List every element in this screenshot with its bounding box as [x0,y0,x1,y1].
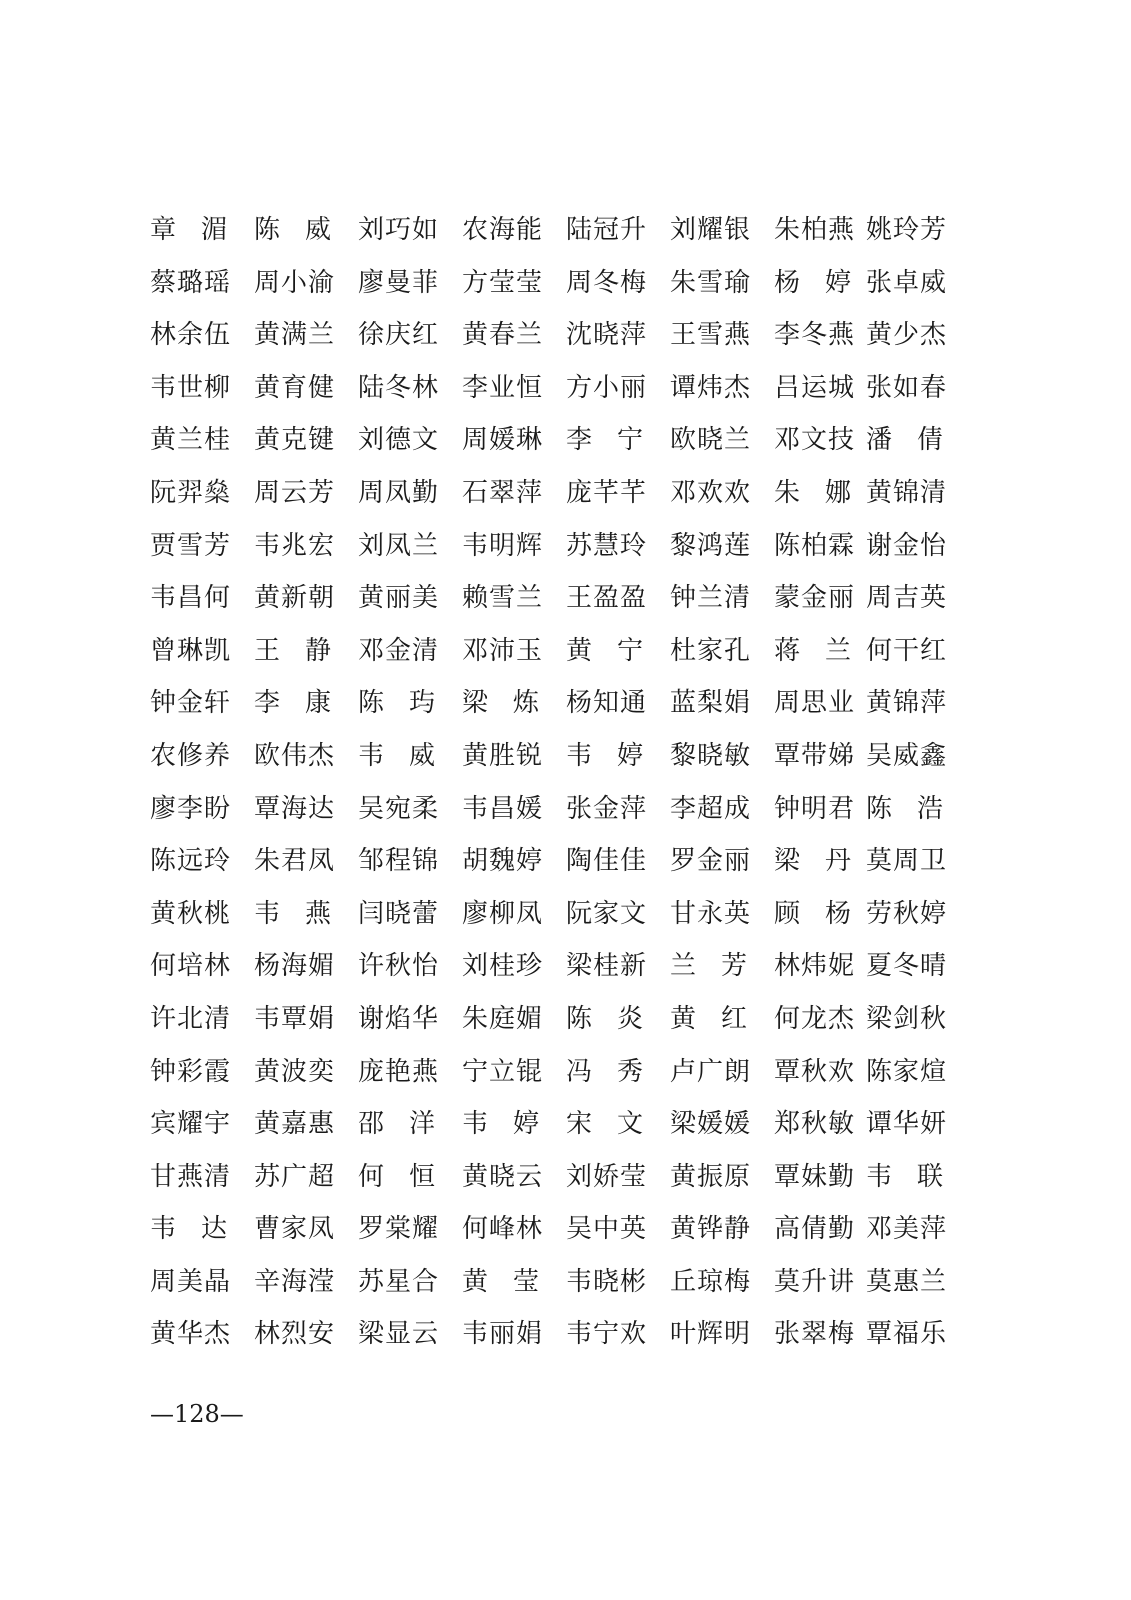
name-entry: 邵 洋 [358,1109,436,1140]
name-entry: 韦 联 [866,1161,944,1192]
name-entry: 覃秋欢 [774,1056,856,1087]
name-entry: 卢广朗 [670,1056,752,1087]
name-entry: 梁剑秋 [866,1003,948,1034]
name-entry: 周冬梅 [566,267,648,298]
name-entry: 陈家煊 [866,1056,948,1087]
name-entry: 林余伍 [150,320,232,351]
name-entry: 吴宛柔 [358,793,440,824]
name-entry: 农修养 [150,740,232,771]
name-entry: 韦晓彬 [566,1266,648,1297]
name-entry: 吴中英 [566,1214,648,1245]
name-entry: 宁立锟 [462,1056,544,1087]
name-entry: 曾琳凯 [150,635,232,666]
name-entry: 夏冬晴 [866,951,948,982]
name-entry: 蒙金丽 [774,583,856,614]
name-entry: 邓文技 [774,425,856,456]
name-entry: 莫周卫 [866,846,948,877]
name-entry: 郑秋敏 [774,1109,856,1140]
name-entry: 莫升讲 [774,1266,856,1297]
name-entry: 黄克键 [254,425,336,456]
name-entry: 黄春兰 [462,320,544,351]
name-entry: 黎晓敏 [670,740,752,771]
name-entry: 朱 娜 [774,477,852,508]
name-entry: 陈 威 [254,215,332,245]
name-entry: 周媛琳 [462,425,544,456]
name-entry: 贾雪芳 [150,530,232,561]
name-entry: 欧晓兰 [670,425,752,456]
name-entry: 陈 浩 [866,793,944,824]
name-entry: 覃海达 [254,793,336,824]
name-entry: 廖李盼 [150,793,232,824]
name-entry: 刘凤兰 [358,530,440,561]
name-entry: 胡魏婷 [462,846,544,877]
name-entry: 黄丽美 [358,583,440,614]
name-entry: 陆冠升 [566,215,648,245]
name-entry: 邓欢欢 [670,477,752,508]
name-entry: 韦丽娟 [462,1319,544,1350]
name-entry: 朱柏燕 [774,215,856,245]
name-entry: 刘巧如 [358,215,440,245]
name-entry: 陶佳佳 [566,846,648,877]
name-entry: 甘燕清 [150,1161,232,1192]
name-entry: 陈 炎 [566,1003,644,1034]
name-entry: 李超成 [670,793,752,824]
name-entry: 许北清 [150,1003,232,1034]
name-entry: 曹家凤 [254,1214,336,1245]
name-entry: 闫晓蕾 [358,898,440,929]
name-entry: 黄育健 [254,372,336,403]
name-entry: 王 静 [254,635,332,666]
name-entry: 张翠梅 [774,1319,856,1350]
name-entry: 杨海媚 [254,951,336,982]
name-entry: 钟金轩 [150,688,232,719]
name-entry: 王雪燕 [670,320,752,351]
name-entry: 赖雪兰 [462,583,544,614]
name-entry: 蓝梨娟 [670,688,752,719]
name-entry: 黄振原 [670,1161,752,1192]
name-entry: 钟兰清 [670,583,752,614]
name-entry: 黄锦清 [866,477,948,508]
name-entry: 谭华妍 [866,1109,948,1140]
name-entry: 覃带娣 [774,740,856,771]
name-entry: 张金萍 [566,793,648,824]
name-entry: 黄新朝 [254,583,336,614]
name-entry: 周吉英 [866,583,948,614]
name-entry: 吴威鑫 [866,740,948,771]
name-entry: 何 恒 [358,1161,436,1192]
name-entry: 蔡璐瑶 [150,267,232,298]
name-entry: 庞艳燕 [358,1056,440,1087]
name-entry: 李 康 [254,688,332,719]
name-entry: 周凤勤 [358,477,440,508]
name-entry: 刘桂珍 [462,951,544,982]
name-entry: 罗棠耀 [358,1214,440,1245]
name-entry: 劳秋婷 [866,898,948,929]
name-entry: 廖曼菲 [358,267,440,298]
name-entry: 周小渝 [254,267,336,298]
name-entry: 宋 文 [566,1109,644,1140]
name-entry: 谢焰华 [358,1003,440,1034]
name-entry: 蒋 兰 [774,635,852,666]
name-entry: 何干红 [866,635,948,666]
name-entry: 韦 燕 [254,898,332,929]
name-entry: 谢金怡 [866,530,948,561]
name-entry: 黄兰桂 [150,425,232,456]
name-entry: 韦昌何 [150,583,232,614]
name-entry: 黄满兰 [254,320,336,351]
name-entry: 石翠萍 [462,477,544,508]
name-entry: 李 宁 [566,425,644,456]
name-entry: 朱庭媚 [462,1003,544,1034]
name-entry: 朱雪瑜 [670,267,752,298]
name-entry: 黎鸿莲 [670,530,752,561]
name-entry: 甘永英 [670,898,752,929]
name-entry: 黄华杰 [150,1319,232,1350]
name-entry: 韦 威 [358,740,436,771]
name-entry: 潘 倩 [866,425,944,456]
name-entry: 黄 宁 [566,635,644,666]
name-entry: 韦明辉 [462,530,544,561]
name-entry: 阮羿燊 [150,477,232,508]
name-entry: 何龙杰 [774,1003,856,1034]
name-entry: 黄 莹 [462,1266,540,1297]
name-entry: 沈晓萍 [566,320,648,351]
name-entry: 朱君凤 [254,846,336,877]
name-entry: 梁 炼 [462,688,540,719]
name-entry: 杜家孔 [670,635,752,666]
name-entry: 廖柳凤 [462,898,544,929]
name-entry: 邓金清 [358,635,440,666]
name-entry: 黄晓云 [462,1161,544,1192]
name-entry: 韦覃娟 [254,1003,336,1034]
name-entry: 辛海滢 [254,1266,336,1297]
name-entry: 兰 芳 [670,951,748,982]
name-entry: 梁媛媛 [670,1109,752,1140]
name-entry: 丘琼梅 [670,1266,752,1297]
name-entry: 黄胜锐 [462,740,544,771]
name-entry: 黄 红 [670,1003,748,1034]
name-entry: 刘德文 [358,425,440,456]
name-entry: 方莹莹 [462,267,544,298]
name-entry: 黄嘉惠 [254,1109,336,1140]
name-entry: 周美晶 [150,1266,232,1297]
name-entry: 何峰林 [462,1214,544,1245]
name-entry: 黄锦萍 [866,688,948,719]
name-entry: 韦兆宏 [254,530,336,561]
name-entry: 苏慧玲 [566,530,648,561]
name-entry: 邹程锦 [358,846,440,877]
name-entry: 黄铧静 [670,1214,752,1245]
name-entry: 苏广超 [254,1161,336,1192]
name-entry: 钟明君 [774,793,856,824]
name-entry: 邓美萍 [866,1214,948,1245]
name-entry: 周云芳 [254,477,336,508]
page-number: —128— [150,1400,244,1428]
name-entry: 韦 达 [150,1214,228,1245]
name-entry: 罗金丽 [670,846,752,877]
name-entry: 欧伟杰 [254,740,336,771]
name-entry: 何培林 [150,951,232,982]
name-entry: 陈 玙 [358,688,436,719]
name-entry: 庞芊芊 [566,477,648,508]
name-entry: 张卓威 [866,267,948,298]
name-entry: 李业恒 [462,372,544,403]
name-entry: 梁 丹 [774,846,852,877]
name-entry: 林烈安 [254,1319,336,1350]
name-entry: 陆冬林 [358,372,440,403]
name-entry: 许秋怡 [358,951,440,982]
name-entry: 章 湄 [150,215,228,245]
name-entry: 覃福乐 [866,1319,948,1350]
name-entry: 韦 婷 [462,1109,540,1140]
name-entry: 姚玲芳 [866,215,948,245]
name-entry: 梁显云 [358,1319,440,1350]
name-entry: 李冬燕 [774,320,856,351]
name-entry: 莫惠兰 [866,1266,948,1297]
name-entry: 高倩勤 [774,1214,856,1245]
name-entry: 黄秋桃 [150,898,232,929]
name-entry: 陈柏霖 [774,530,856,561]
name-entry: 杨知通 [566,688,648,719]
name-entry: 刘耀银 [670,215,752,245]
name-entry: 钟彩霞 [150,1056,232,1087]
name-entry: 张如春 [866,372,948,403]
name-entry: 周思业 [774,688,856,719]
name-entry: 吕运城 [774,372,856,403]
name-entry: 黄少杰 [866,320,948,351]
name-entry: 方小丽 [566,372,648,403]
name-entry: 覃妹勤 [774,1161,856,1192]
name-entry: 黄波奕 [254,1056,336,1087]
name-entry: 顾 杨 [774,898,852,929]
name-entry: 杨 婷 [774,267,852,298]
name-entry: 苏星合 [358,1266,440,1297]
name-entry: 邓沛玉 [462,635,544,666]
name-entry: 农海能 [462,215,544,245]
name-entry: 韦宁欢 [566,1319,648,1350]
name-entry: 韦 婷 [566,740,644,771]
name-entry: 徐庆红 [358,320,440,351]
name-entry: 叶辉明 [670,1319,752,1350]
name-entry: 陈远玲 [150,846,232,877]
name-entry: 林炜妮 [774,951,856,982]
name-entry: 韦昌媛 [462,793,544,824]
name-entry: 刘娇莹 [566,1161,648,1192]
name-entry: 阮家文 [566,898,648,929]
name-entry: 谭炜杰 [670,372,752,403]
name-entry: 冯 秀 [566,1056,644,1087]
name-entry: 宾耀宇 [150,1109,232,1140]
names-list [150,204,950,1361]
name-entry: 王盈盈 [566,583,648,614]
name-entry: 韦世柳 [150,372,232,403]
name-entry: 梁桂新 [566,951,648,982]
